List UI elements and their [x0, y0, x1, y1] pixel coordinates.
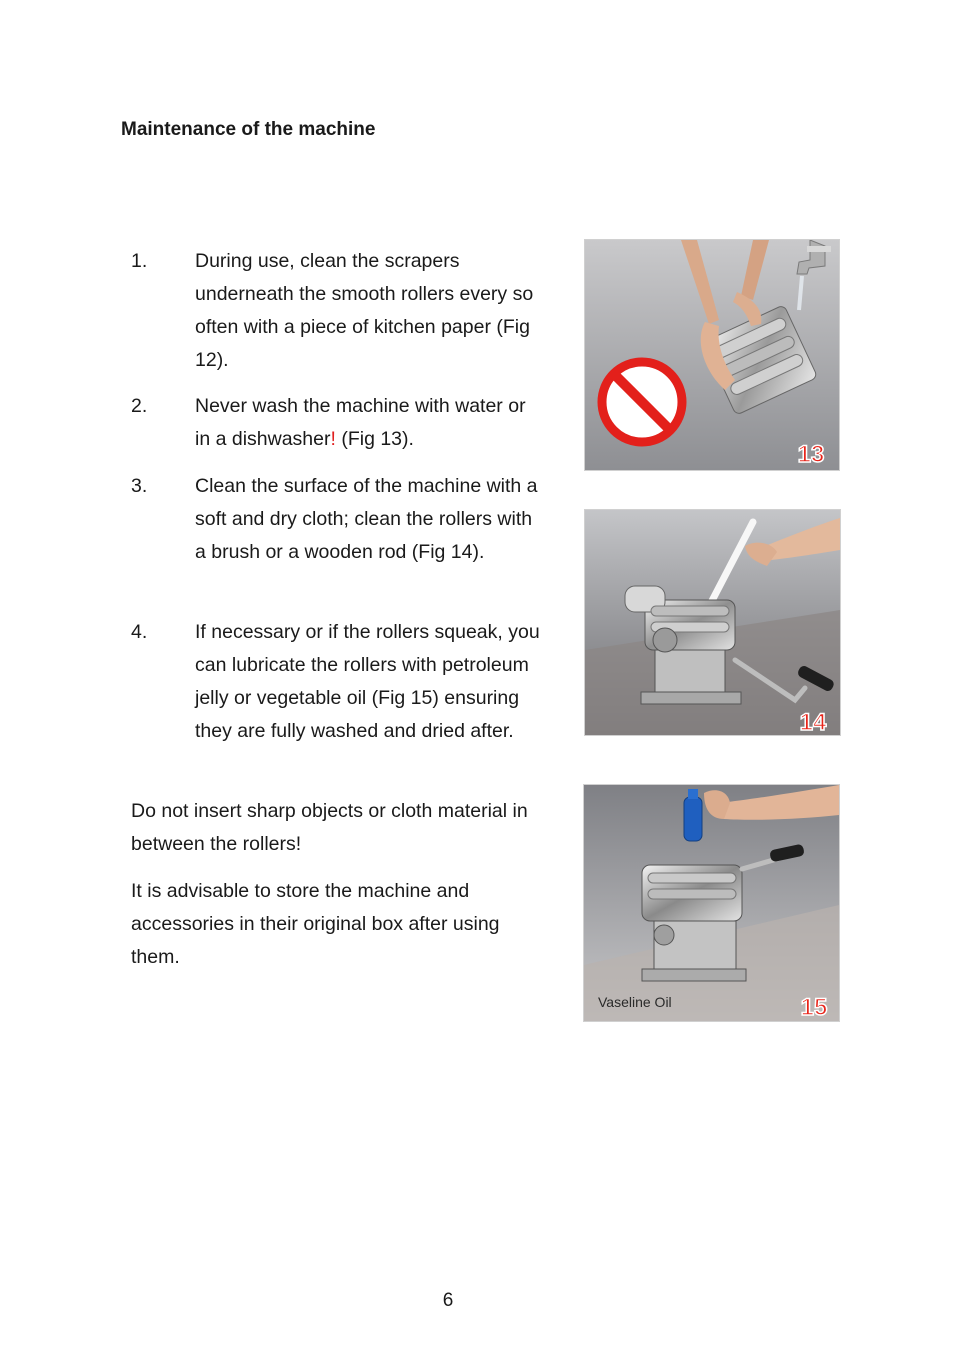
page-number: 6: [442, 1290, 454, 1311]
step-number: 1.: [131, 250, 148, 272]
figure-15: [583, 784, 840, 1022]
step-number: 3.: [131, 475, 148, 497]
figure-13: [584, 239, 840, 471]
step-text: During use, clean the scrapers underneath the smooth rollers every so often with a piece of kitchen paper (Fig 12).: [195, 250, 534, 371]
figure-number: 13: [797, 441, 825, 468]
figure-15-illustration: [584, 785, 839, 1021]
figure-number: 14: [799, 709, 827, 735]
section-heading: Maintenance of the machine: [121, 119, 376, 140]
warning-note: Do not insert sharp objects or cloth material in between the rollers!: [131, 800, 528, 855]
step-text-main: Never wash the machine with water or in a dishwasher: [195, 395, 526, 450]
step-text: Clean the surface of the machine with a soft and dry cloth; clean the rollers with a brush or a wooden rod (Fig 14).: [195, 475, 538, 563]
figure-number: 15: [800, 994, 828, 1021]
figure-13-illustration: [585, 240, 839, 470]
no-entry-icon: [602, 362, 682, 442]
warning-mark: !: [330, 428, 336, 450]
figure-14-illustration: [585, 510, 840, 735]
step-text: [195, 390, 545, 456]
figure-caption: Vaseline Oil: [598, 994, 672, 1010]
storage-note: It is advisable to store the machine and accessories in their original box after using them.: [131, 880, 500, 968]
step-number: 4.: [131, 621, 148, 643]
step-number: 2.: [131, 395, 148, 417]
step-text: If necessary or if the rollers squeak, you can lubricate the rollers with petroleum jelly or vegetable oil (Fig 15) ensuring they are fully washed and dried after.: [195, 621, 540, 742]
step-text-ref: (Fig 13).: [335, 428, 414, 450]
figure-14: [584, 509, 841, 736]
